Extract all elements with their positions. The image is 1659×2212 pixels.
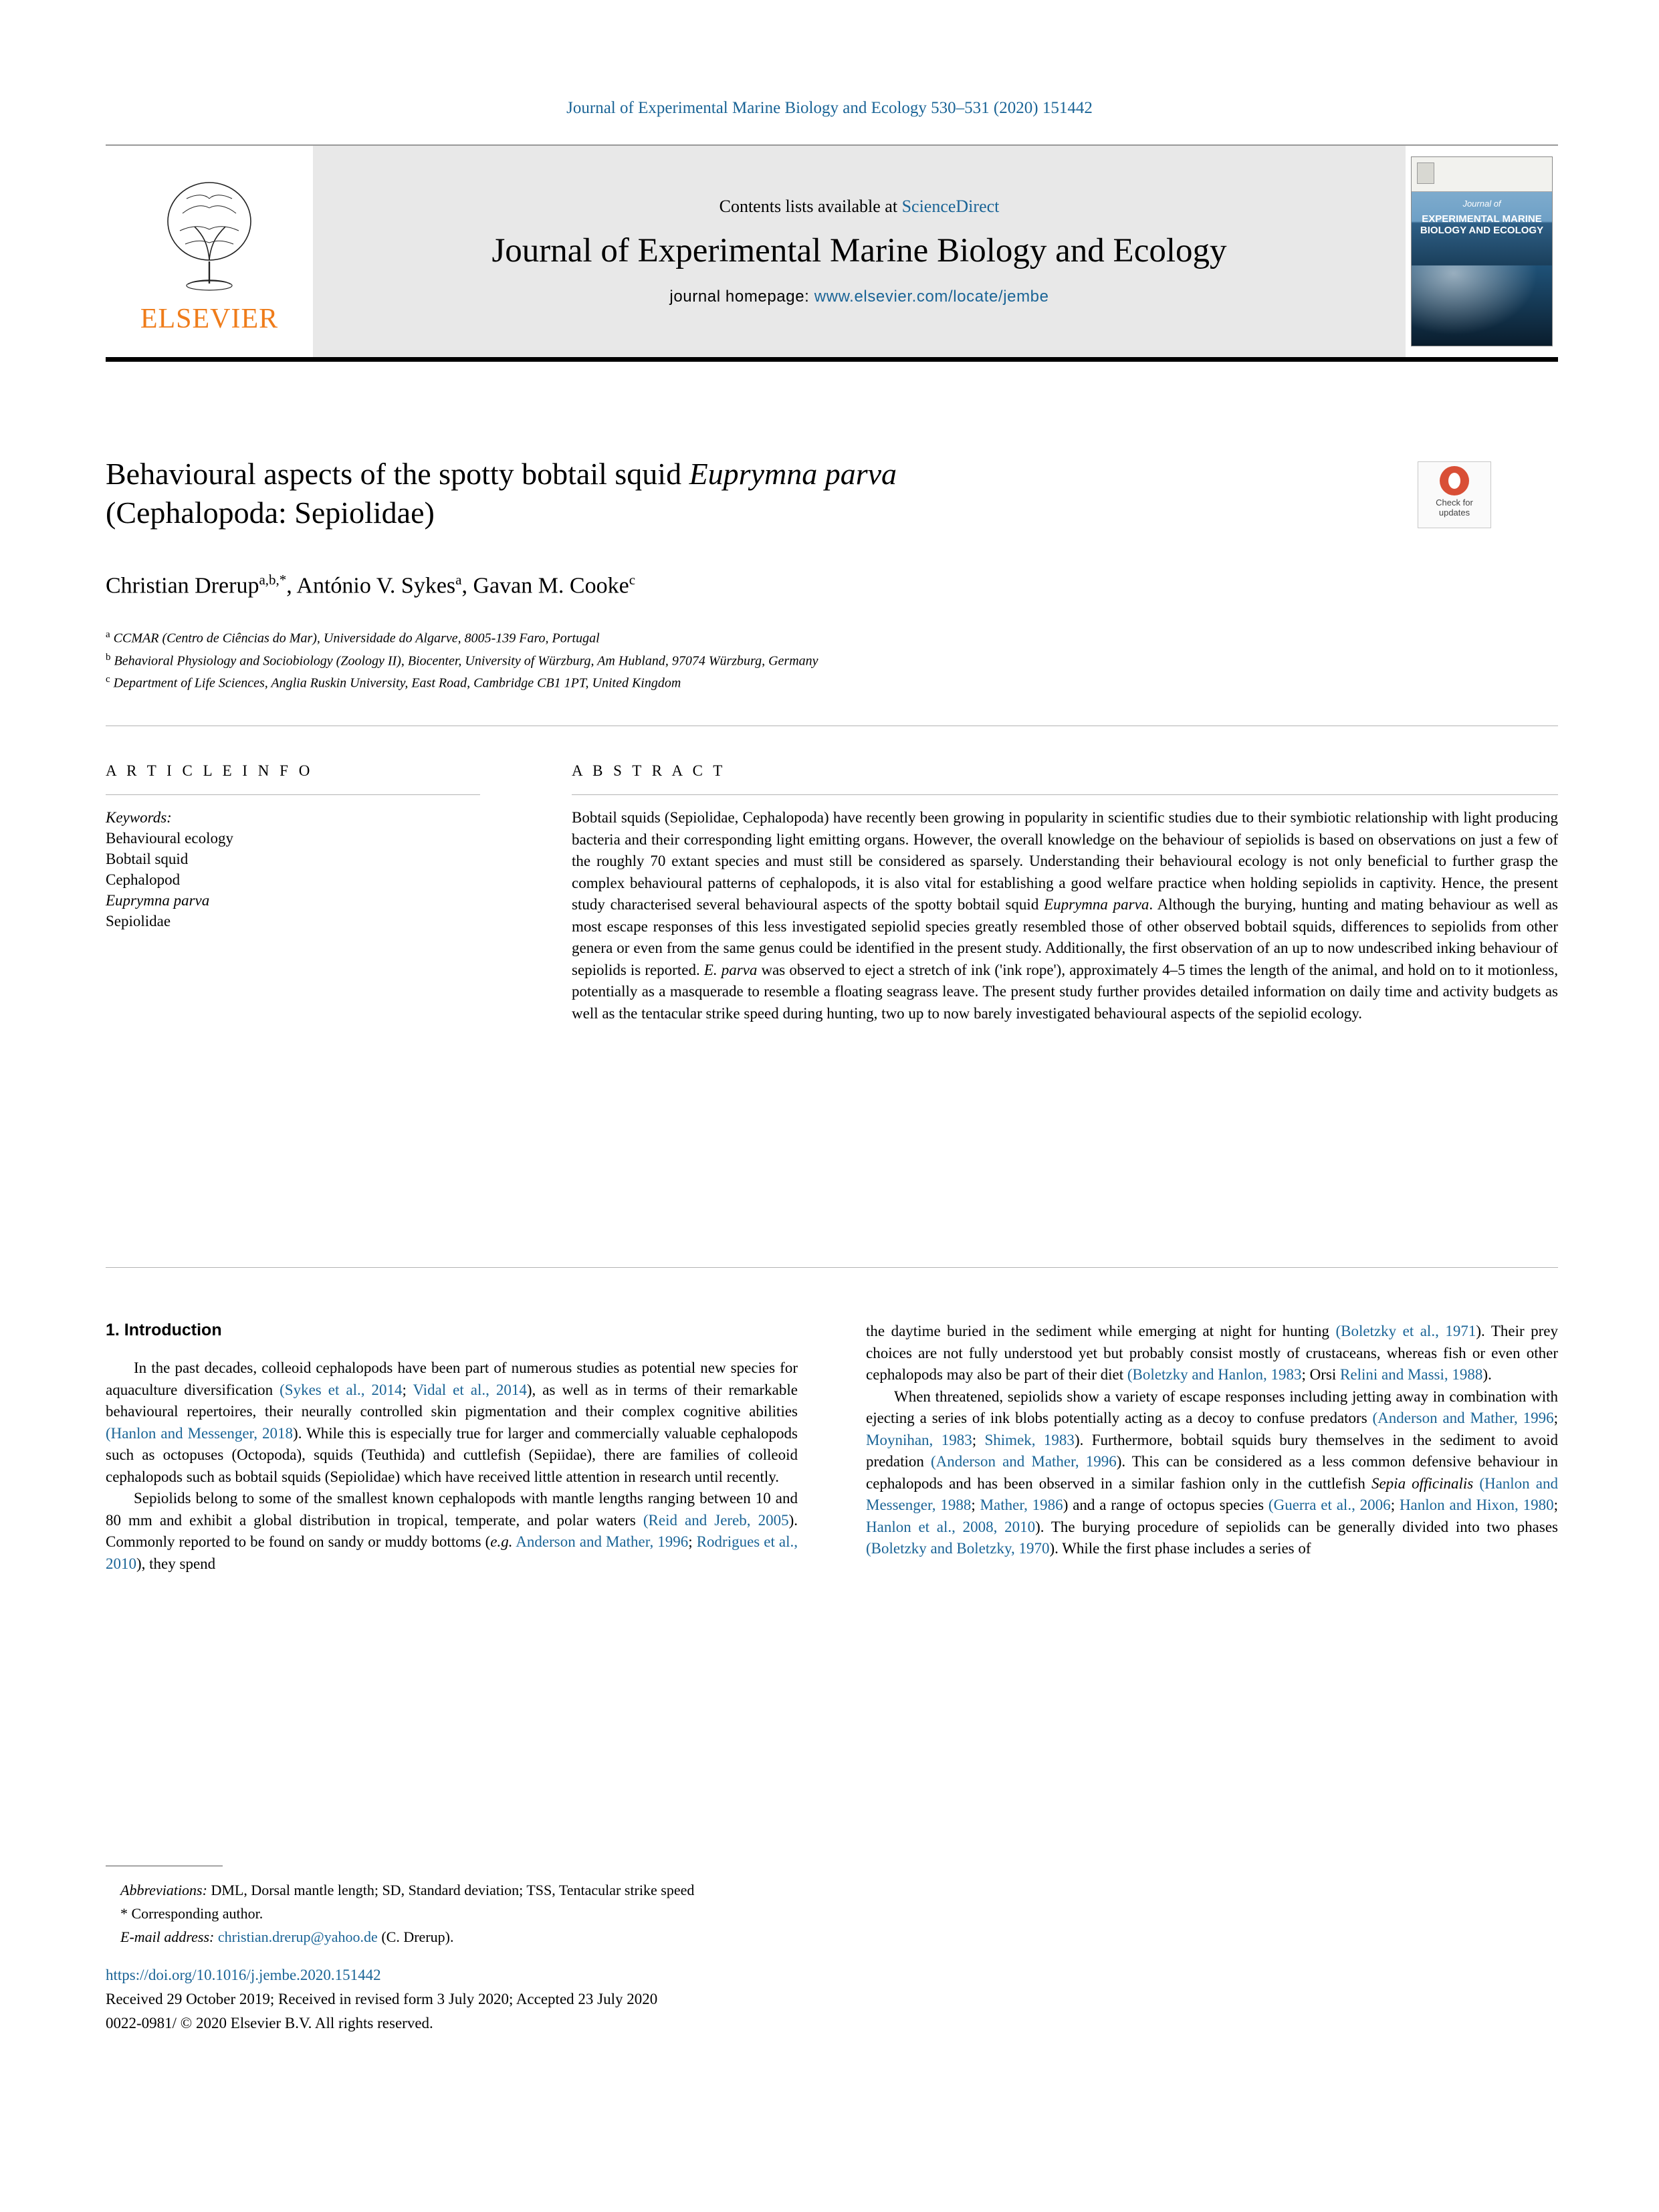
keyword-item: Euprymna parva — [106, 892, 210, 909]
affiliation-sup-c: c — [106, 674, 110, 685]
article-info-rule — [106, 794, 480, 795]
affiliation-text-a: CCMAR (Centro de Ciências do Mar), Universidade do Algarve, 8005-139 Faro, Portugal — [113, 631, 600, 646]
keyword-item: Behavioural ecology — [106, 830, 233, 847]
elsevier-wordmark: ELSEVIER — [140, 304, 279, 334]
abstract-text: Bobtail squids (Sepiolidae, Cephalopoda) have recently been growing in popularity in scientific studies due to their symbiotic relationship with light producing bacteria and their corresponding light emitting organs. However, the overall knowledge on the behaviour of sepiolids is based on observations on just a few of the roughly 70 extant species and must still be considered as sparsely. Understanding their behavioural ecology is not only beneficial to further grasp the complex behavioural patterns of cephalopods, it is also vital for establishing a good welfare practice when holding sepiolids in captivity. Hence, the present study characterised several behavioural aspects of the spotty bobtail squid Euprymna parva. Although the burying, hunting and mating behaviour as well as most escape responses of this less investigated sepiolid species greatly resembled those of other observed bobtail squids, differences to sepiolids from other genera or even from the same genus could be identified in the present study. Additionally, the first observation of an up to now undescribed inking behaviour of sepiolids is reported. E. parva was observed to eject a stretch of ink ('ink rope'), approximately 4–5 times the length of the animal, and hold on to it motionless, potentially as a masquerade to resemble a floating seagrass leave. The present study further provides detailed information on daily time and activity budgets as well as the tentacular strike speed during hunting, two up to now barely investigated behavioural aspects of the sepiolid ecology. — [572, 809, 1558, 1022]
email-suffix: (C. Drerup). — [377, 1928, 454, 1945]
author-list: Christian Drerup$^{a,b,*}$, António V. Sykes$^a$, Gavan M. Cooke$^c$ — [106, 572, 636, 598]
keywords-heading: Keywords: — [106, 809, 172, 826]
affiliation-list — [106, 625, 1376, 693]
journal-title: Journal of Experimental Marine Biology and Ecology — [491, 232, 1227, 269]
affiliation-sup-a: a — [106, 629, 110, 640]
homepage-label: journal homepage: — [669, 288, 810, 306]
crossmark-icon — [1440, 466, 1469, 495]
cover-thumbnail — [1417, 162, 1434, 184]
crossmark-line1: Check for — [1436, 497, 1473, 508]
affiliation-sup-b: b — [106, 651, 111, 663]
affiliation-text-c: Department of Life Sciences, Anglia Ruskin University, East Road, Cambridge CB1 1PT, United Kingdom — [113, 675, 681, 691]
author-sup-3: c — [629, 572, 636, 588]
page-title — [106, 455, 1356, 532]
abstract-heading: A B S T R A C T — [572, 762, 726, 779]
author-name-3[interactable]: Gavan M. Cooke — [473, 573, 629, 598]
keyword-item: Sepiolidae — [106, 913, 171, 929]
corresponding-author-line: * Corresponding author. — [120, 1905, 263, 1922]
elsevier-tree-icon — [156, 173, 263, 300]
keyword-item: Cephalopod — [106, 871, 181, 888]
running-head: Journal of Experimental Marine Biology and Ecology 530–531 (2020) 151442 — [566, 99, 1093, 117]
cover-wave-art — [1412, 265, 1552, 346]
journal-cover-image — [1411, 156, 1553, 346]
homepage-url[interactable]: www.elsevier.com/locate/jembe — [814, 288, 1049, 306]
abstract-column — [572, 762, 1558, 1024]
doi-link[interactable]: https://doi.org/10.1016/j.jembe.2020.151442 — [106, 1967, 381, 1983]
journal-masthead — [106, 144, 1558, 357]
journal-cover — [1406, 146, 1558, 357]
abbreviations-line — [106, 1880, 841, 1900]
body-paragraph: the daytime buried in the sediment while emerging at night for hunting (Boletzky et al., 1971). Their prey choices are not fully understood yet but probably consist mostly of crustaceans, whereas fish or even other cephalopods may also be part of their diet (Boletzky and Hanlon, 1983; Orsi Relini and Massi, 1988). — [866, 1323, 1558, 1383]
abstract-bottom-rule — [106, 1267, 1558, 1268]
cover-journal-word: Journal of — [1462, 199, 1501, 209]
journal-homepage-line — [669, 288, 1048, 306]
abbreviations-text: DML, Dorsal mantle length; SD, Standard deviation; TSS, Tentacular strike speed — [207, 1882, 695, 1898]
contents-available-line — [720, 197, 1000, 217]
received-dates: Received 29 October 2019; Received in revised form 3 July 2020; Accepted 23 July 2020 — [106, 1991, 658, 2007]
cover-journal-title: EXPERIMENTAL MARINE BIOLOGY AND ECOLOGY — [1420, 213, 1544, 236]
affiliation-item — [106, 625, 1376, 648]
section-heading-introduction: 1. Introduction — [106, 1321, 222, 1339]
article-info-heading: A R T I C L E I N F O — [106, 762, 314, 779]
abbreviations-label: Abbreviations: — [120, 1882, 207, 1898]
copyright-line: 0022-0981/ © 2020 Elsevier B.V. All rights reserved. — [106, 2015, 433, 2031]
affiliation-item — [106, 670, 1376, 693]
author-name-1[interactable]: Christian Drerup — [106, 573, 259, 598]
title-part-1: Behavioural aspects of the spotty bobtail squid — [106, 457, 689, 491]
title-species-name: Euprymna parva — [689, 457, 897, 491]
body-column-right — [866, 1321, 1558, 1575]
crossmark-line2: updates — [1438, 508, 1470, 518]
author-name-2[interactable]: António V. Sykes — [296, 573, 456, 598]
body-paragraph: Sepiolids belong to some of the smallest known cephalopods with mantle lengths ranging between 10 and 80 mm and exhibit a global distribution in tropical, temperate, and polar waters (Reid and Jereb, 2005). Commonly reported to be found on sandy or muddy bottoms (e.g. Anderson and Mather, 1996; Rodrigues et al., 2010), they spend — [106, 1490, 798, 1572]
affiliation-item — [106, 648, 1376, 671]
article-info-column — [106, 762, 534, 931]
keyword-list — [106, 828, 534, 931]
body-columns — [106, 1321, 1558, 1575]
masthead-bottom-rule — [106, 357, 1558, 362]
author-sup-1: a,b,* — [259, 572, 287, 588]
title-part-2: (Cephalopoda: Sepiolidae) — [106, 495, 435, 530]
publisher-logo — [106, 146, 313, 357]
email-label: E-mail address: — [120, 1928, 215, 1945]
body-column-left — [106, 1321, 798, 1575]
author-sup-2: a — [455, 572, 462, 588]
title-block — [106, 455, 1356, 532]
affiliation-text-b: Behavioral Physiology and Sociobiology (Zoology II), Biocenter, University of Würzburg, Am Hubland, 97074 Würzburg, Germany — [114, 653, 818, 669]
publication-meta — [106, 1965, 841, 2034]
sciencedirect-link[interactable]: ScienceDirect — [901, 197, 1000, 216]
email-address[interactable]: christian.drerup@yahoo.de — [217, 1928, 378, 1945]
contents-prefix: Contents lists available at — [719, 197, 898, 216]
body-paragraph: In the past decades, colleoid cephalopods have been part of numerous studies as potential new species for aquaculture diversification (Sykes et al., 2014; Vidal et al., 2014), as well as in terms of their remarkable behavioural repertoires, their neurally controlled skin pigmentation and their complex cognitive abilities (Hanlon and Messenger, 2018). While this is especially true for larger and commercially valuable cephalopods such as octopuses (Octopoda), squids (Teuthida) and cuttlefish (Sepiidae), there are families of colleoid cephalopods such as bobtail squids (Sepiolidae) which have received little attention in research until recently. — [106, 1359, 798, 1485]
email-line — [106, 1926, 841, 1947]
keyword-item: Bobtail squid — [106, 851, 189, 867]
footnote-block — [106, 1866, 841, 2037]
abstract-rule — [572, 794, 1558, 795]
crossmark-badge[interactable] — [1418, 461, 1491, 528]
journal-banner — [313, 146, 1406, 357]
body-paragraph: When threatened, sepiolids show a variety of escape responses including jetting away in combination with ejecting a series of ink blobs potentially acting as a decoy to confuse predators (Anderson and Mather, 1996; Moynihan, 1983; Shimek, 1983). Furthermore, bobtail squids bury themselves in the sediment to avoid predation (Anderson and Mather, 1996). This can be considered as a less common defensive behaviour in cephalopods and has been observed in a similar fashion only in the cuttlefish Sepia officinalis (Hanlon and Messenger, 1988; Mather, 1986) and a range of octopus species (Guerra et al., 2006; Hanlon and Hixon, 1980; Hanlon et al., 2008, 2010). The burying procedure of sepiolids can be generally divided into two phases (Boletzky and Boletzky, 1970). While the first phase includes a series of — [866, 1388, 1559, 1557]
